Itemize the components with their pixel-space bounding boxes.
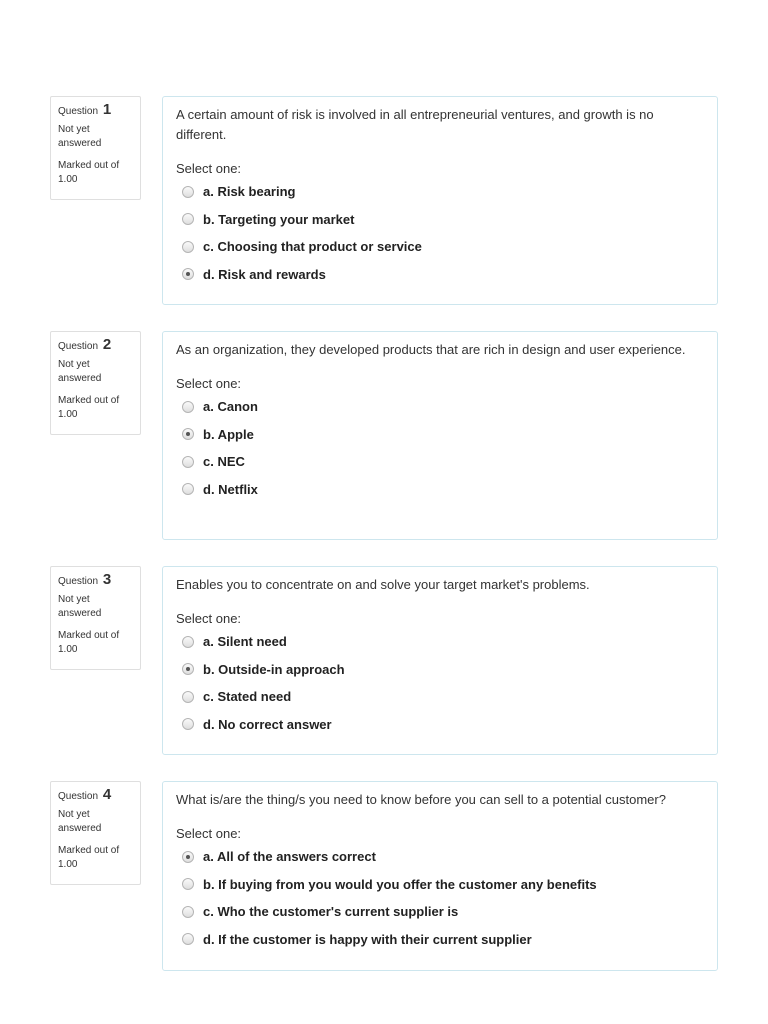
radio-button[interactable]: [182, 851, 194, 863]
radio-button[interactable]: [182, 401, 194, 413]
answer-label: d. Netflix: [203, 481, 258, 497]
answer-option[interactable]: [182, 261, 704, 289]
answer-list: [182, 393, 704, 503]
answer-label: d. If the customer is happy with their current supplier: [203, 931, 532, 947]
question-number: 3: [102, 571, 112, 588]
answer-option[interactable]: [182, 711, 704, 739]
answer-list: [182, 178, 704, 288]
radio-button[interactable]: [182, 691, 194, 703]
answer-label: b. Apple: [203, 426, 254, 442]
answer-label: a. Silent need: [203, 634, 287, 650]
answer-option[interactable]: [182, 476, 704, 504]
answer-option[interactable]: [182, 421, 704, 449]
radio-button[interactable]: [182, 636, 194, 648]
radio-button[interactable]: [182, 213, 194, 225]
answer-option[interactable]: [182, 206, 704, 234]
question-content: [162, 566, 718, 755]
select-one-prompt: Select one:: [176, 376, 242, 391]
question-info: [50, 781, 141, 885]
answer-option[interactable]: [182, 178, 704, 206]
answer-option[interactable]: [182, 843, 704, 871]
select-one-prompt: Select one:: [176, 161, 242, 176]
answer-label: c. Stated need: [203, 689, 292, 705]
radio-button[interactable]: [182, 428, 194, 440]
question-number-line: [58, 787, 133, 805]
question-content: [162, 331, 718, 540]
answer-option[interactable]: [182, 233, 704, 261]
answer-list: [182, 628, 704, 738]
answer-label: d. Risk and rewards: [203, 266, 326, 282]
radio-button[interactable]: [182, 663, 194, 675]
answer-label: d. No correct answer: [203, 716, 332, 732]
question-grade: Marked out of 1.00: [58, 845, 120, 870]
answer-label: a. Canon: [203, 399, 258, 415]
answer-option[interactable]: [182, 926, 704, 954]
answer-label: b. Targeting your market: [203, 211, 355, 227]
answer-option[interactable]: [182, 628, 704, 656]
answer-option[interactable]: [182, 683, 704, 711]
select-one-prompt: Select one:: [176, 826, 242, 841]
answer-label: b. If buying from you would you offer the customer any benefits: [203, 876, 597, 892]
answer-label: c. NEC: [203, 454, 245, 470]
question-grade: Marked out of 1.00: [58, 160, 120, 185]
question-state: Not yet answered: [58, 809, 102, 834]
question-label: Question: [58, 791, 99, 802]
radio-button[interactable]: [182, 718, 194, 730]
answer-label: c. Choosing that product or service: [203, 239, 422, 255]
question-content: [162, 781, 718, 971]
answer-list: [182, 843, 704, 953]
question-number-line: [58, 102, 133, 120]
answer-label: b. Outside-in approach: [203, 661, 345, 677]
question-text: As an organization, they developed products that are rich in design and user experience.: [176, 342, 686, 357]
radio-button[interactable]: [182, 456, 194, 468]
answer-option[interactable]: [182, 393, 704, 421]
question-grade: Marked out of 1.00: [58, 630, 120, 655]
select-one-prompt: Select one:: [176, 611, 242, 626]
question-info: [50, 566, 141, 670]
question-info: [50, 331, 141, 435]
question-number-line: [58, 337, 133, 355]
question-number-line: [58, 572, 133, 590]
answer-option[interactable]: [182, 871, 704, 899]
question-state: Not yet answered: [58, 594, 102, 619]
question-text: Enables you to concentrate on and solve your target market's problems.: [176, 577, 590, 592]
answer-option[interactable]: [182, 448, 704, 476]
answer-label: a. Risk bearing: [203, 184, 296, 200]
question-label: Question: [58, 341, 99, 352]
question-state: Not yet answered: [58, 124, 102, 149]
radio-button[interactable]: [182, 268, 194, 280]
answer-label: c. Who the customer's current supplier is: [203, 904, 459, 920]
question-grade: Marked out of 1.00: [58, 395, 120, 420]
answer-option[interactable]: [182, 898, 704, 926]
radio-button[interactable]: [182, 933, 194, 945]
question-text: A certain amount of risk is involved in all entrepreneurial ventures, and growth is no different.: [176, 107, 654, 142]
question-info: [50, 96, 141, 200]
radio-button[interactable]: [182, 186, 194, 198]
question-text: What is/are the thing/s you need to know before you can sell to a potential customer?: [176, 792, 666, 807]
radio-button[interactable]: [182, 906, 194, 918]
question-state: Not yet answered: [58, 359, 102, 384]
question-label: Question: [58, 576, 99, 587]
question-number: 1: [102, 101, 112, 118]
radio-button[interactable]: [182, 878, 194, 890]
answer-label: a. All of the answers correct: [203, 849, 376, 865]
question-content: [162, 96, 718, 305]
question-label: Question: [58, 106, 99, 117]
question-number: 4: [102, 786, 112, 803]
radio-button[interactable]: [182, 483, 194, 495]
radio-button[interactable]: [182, 241, 194, 253]
answer-option[interactable]: [182, 656, 704, 684]
question-number: 2: [102, 336, 112, 353]
